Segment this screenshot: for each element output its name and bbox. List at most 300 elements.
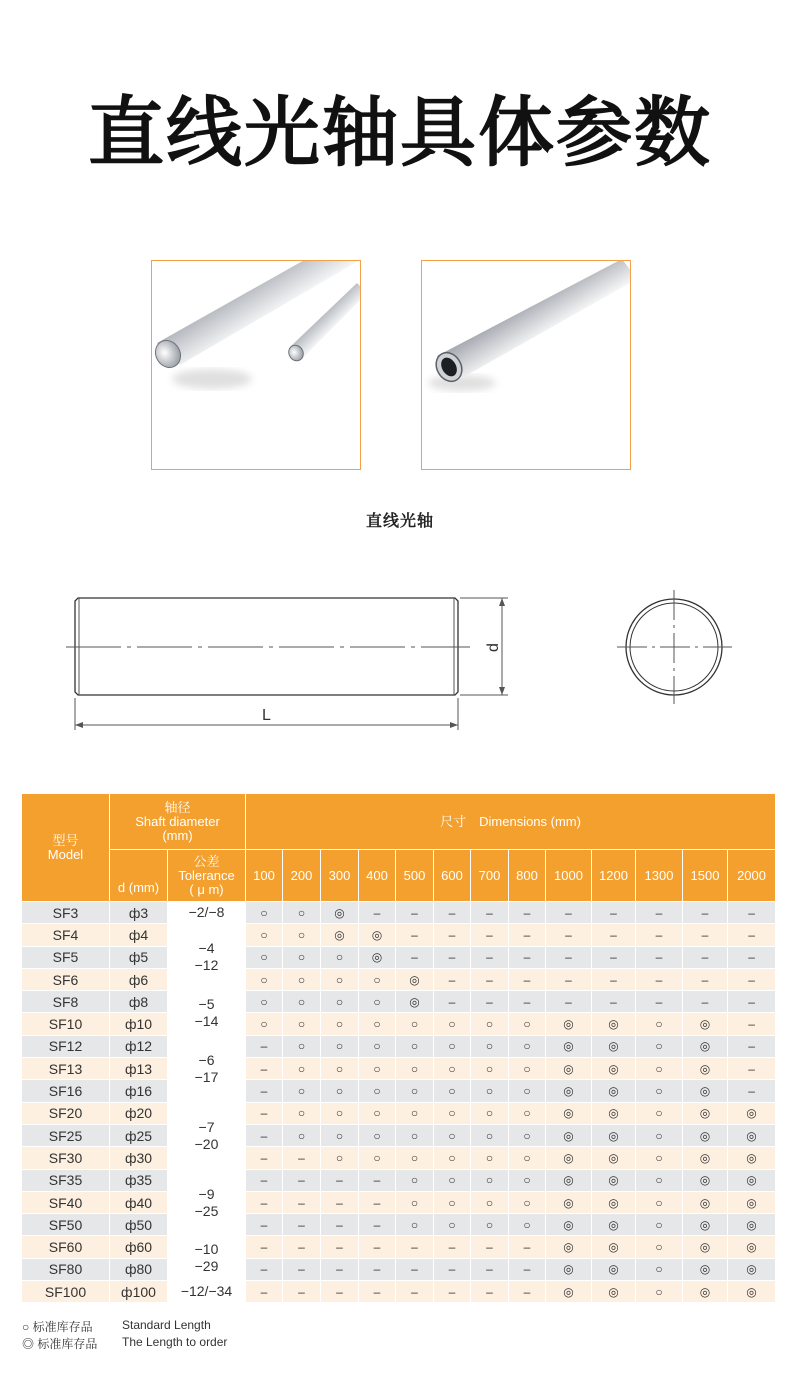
table-row — [22, 1258, 776, 1280]
cell-availability: ○ — [434, 1147, 471, 1169]
cell-availability: ○ — [471, 1080, 509, 1102]
header-length: 100 — [246, 850, 283, 902]
cell-availability: – — [728, 1058, 776, 1080]
cell-availability: ◎ — [592, 1124, 636, 1146]
cell-availability: – — [283, 1258, 321, 1280]
diameter-label: d — [485, 643, 502, 652]
cell-availability: – — [728, 991, 776, 1013]
cell-availability: – — [359, 1191, 396, 1213]
table-row — [22, 1281, 776, 1303]
cell-availability: ◎ — [683, 1013, 728, 1035]
cell-availability: – — [592, 968, 636, 990]
cell-diameter: ф35 — [110, 1169, 168, 1191]
tolerance-lower: −12 — [194, 957, 219, 974]
cell-availability: ◎ — [728, 1258, 776, 1280]
cell-availability: ◎ — [592, 1058, 636, 1080]
cell-availability: – — [246, 1147, 283, 1169]
cell-availability: ○ — [359, 1147, 396, 1169]
cell-model: SF40 — [22, 1191, 110, 1213]
cell-availability: ○ — [509, 1214, 546, 1236]
legend-standard — [22, 1318, 211, 1335]
cell-tolerance — [168, 1281, 246, 1303]
tolerance-lower: −25 — [194, 1202, 219, 1219]
cell-availability: – — [283, 1147, 321, 1169]
cell-availability: – — [246, 1281, 283, 1303]
cell-availability: ○ — [636, 1102, 683, 1124]
cell-availability: ○ — [246, 1013, 283, 1035]
cell-diameter: ф13 — [110, 1058, 168, 1080]
cell-availability: – — [246, 1080, 283, 1102]
cell-availability: ◎ — [683, 1035, 728, 1057]
cell-diameter: ф10 — [110, 1013, 168, 1035]
table-row — [22, 902, 776, 924]
cell-model: SF100 — [22, 1281, 110, 1303]
product-photo-solid-rods — [151, 260, 361, 470]
header-length: 800 — [509, 850, 546, 902]
cell-availability: ◎ — [546, 1214, 592, 1236]
tolerance-upper: −12/−34 — [180, 1283, 233, 1300]
cell-diameter: ф100 — [110, 1281, 168, 1303]
cell-availability: – — [471, 1258, 509, 1280]
hollow-tube-image — [422, 261, 630, 469]
cell-availability: – — [509, 902, 546, 924]
cell-availability: ○ — [471, 1214, 509, 1236]
cell-availability: ○ — [509, 1035, 546, 1057]
header-length: 500 — [396, 850, 434, 902]
cell-availability: ○ — [321, 946, 359, 968]
cell-availability: ○ — [636, 1236, 683, 1258]
cell-availability: ○ — [636, 1080, 683, 1102]
legend-order — [22, 1335, 228, 1352]
cell-availability: – — [728, 902, 776, 924]
cell-availability: ◎ — [546, 1058, 592, 1080]
cell-availability: ◎ — [592, 1236, 636, 1258]
cell-availability: ○ — [471, 1035, 509, 1057]
cell-availability: ○ — [246, 946, 283, 968]
cell-availability: – — [359, 1214, 396, 1236]
cell-availability: ◎ — [728, 1191, 776, 1213]
cell-availability: ◎ — [728, 1147, 776, 1169]
cell-availability: – — [321, 1191, 359, 1213]
cell-availability: – — [509, 991, 546, 1013]
cell-availability: ◎ — [592, 1258, 636, 1280]
cell-availability: – — [283, 1169, 321, 1191]
cell-availability: – — [592, 924, 636, 946]
cell-availability: ○ — [321, 1035, 359, 1057]
cell-availability: ◎ — [546, 1191, 592, 1213]
header-length: 1500 — [683, 850, 728, 902]
cell-availability: ○ — [434, 1035, 471, 1057]
cell-tolerance — [168, 1035, 246, 1102]
cell-availability: ◎ — [546, 1258, 592, 1280]
cell-availability: – — [359, 1258, 396, 1280]
cell-availability: – — [636, 991, 683, 1013]
tolerance-upper: −4 — [198, 940, 215, 957]
cell-availability: – — [509, 968, 546, 990]
header-shaft — [110, 794, 246, 850]
cell-availability: – — [471, 1281, 509, 1303]
cell-diameter: ф50 — [110, 1214, 168, 1236]
cell-availability: ○ — [396, 1191, 434, 1213]
header-length: 700 — [471, 850, 509, 902]
cell-diameter: ф60 — [110, 1236, 168, 1258]
cell-availability: ○ — [471, 1147, 509, 1169]
cell-availability: ◎ — [683, 1214, 728, 1236]
cell-availability: ○ — [321, 1013, 359, 1035]
cell-availability: ○ — [359, 991, 396, 1013]
solid-rods-image — [152, 261, 360, 469]
cell-availability: ○ — [359, 1080, 396, 1102]
cell-availability: ○ — [636, 1035, 683, 1057]
cell-model: SF80 — [22, 1258, 110, 1280]
cell-availability: ○ — [283, 1102, 321, 1124]
cell-availability: – — [728, 1035, 776, 1057]
tolerance-upper: −5 — [198, 995, 215, 1012]
cell-availability: – — [683, 991, 728, 1013]
cell-availability: – — [509, 1236, 546, 1258]
cell-model: SF50 — [22, 1214, 110, 1236]
cell-availability: ○ — [434, 1169, 471, 1191]
cell-availability: ◎ — [683, 1147, 728, 1169]
cell-availability: – — [592, 946, 636, 968]
cell-diameter: ф8 — [110, 991, 168, 1013]
cell-availability: – — [471, 968, 509, 990]
cell-availability: – — [396, 1258, 434, 1280]
cell-availability: ○ — [321, 1102, 359, 1124]
cell-availability: ○ — [636, 1058, 683, 1080]
cell-availability: – — [471, 1236, 509, 1258]
table-row — [22, 968, 776, 990]
header-model — [22, 794, 110, 902]
cell-availability: ○ — [434, 1214, 471, 1236]
header-length: 2000 — [728, 850, 776, 902]
cell-availability: ○ — [434, 1058, 471, 1080]
cell-availability: ○ — [396, 1102, 434, 1124]
cell-availability: – — [246, 1236, 283, 1258]
cell-availability: – — [283, 1214, 321, 1236]
table-row — [22, 1102, 776, 1124]
cell-model: SF13 — [22, 1058, 110, 1080]
cell-availability: ○ — [434, 1191, 471, 1213]
cell-availability: ○ — [636, 1281, 683, 1303]
cell-availability: – — [728, 1013, 776, 1035]
cell-availability: – — [636, 924, 683, 946]
cell-availability: ◎ — [592, 1147, 636, 1169]
cell-model: SF8 — [22, 991, 110, 1013]
cell-availability: – — [636, 946, 683, 968]
cell-availability: ◎ — [546, 1169, 592, 1191]
cell-availability: ○ — [509, 1058, 546, 1080]
cell-availability: ○ — [359, 968, 396, 990]
cell-availability: ○ — [396, 1147, 434, 1169]
cell-availability: – — [728, 968, 776, 990]
cell-availability: ○ — [636, 1169, 683, 1191]
header-shaft-unit: (mm) — [162, 827, 193, 843]
cell-availability: – — [592, 991, 636, 1013]
table-row — [22, 946, 776, 968]
cell-availability: ○ — [636, 1147, 683, 1169]
photo-caption: 直线光轴 — [365, 511, 434, 530]
cell-availability: – — [636, 968, 683, 990]
tolerance-lower: −29 — [194, 1258, 219, 1275]
cell-availability: – — [321, 1258, 359, 1280]
table-row — [22, 1080, 776, 1102]
cell-availability: – — [321, 1169, 359, 1191]
cell-availability: – — [434, 946, 471, 968]
cell-availability: ◎ — [683, 1169, 728, 1191]
cell-availability: ◎ — [592, 1214, 636, 1236]
cell-availability: – — [434, 1281, 471, 1303]
cell-availability: ○ — [636, 1258, 683, 1280]
cell-availability: ◎ — [728, 1281, 776, 1303]
cell-availability: ○ — [396, 1124, 434, 1146]
cell-model: SF30 — [22, 1147, 110, 1169]
cell-availability: ◎ — [321, 924, 359, 946]
header-model-cn: 型号 — [52, 832, 79, 848]
cell-availability: ○ — [359, 1013, 396, 1035]
cell-availability: – — [283, 1236, 321, 1258]
cell-availability: – — [592, 902, 636, 924]
cell-availability: ○ — [509, 1124, 546, 1146]
table-row — [22, 1191, 776, 1213]
cell-availability: ○ — [359, 1124, 396, 1146]
cell-availability: – — [246, 1035, 283, 1057]
cell-availability: ◎ — [592, 1080, 636, 1102]
cell-availability: ○ — [636, 1214, 683, 1236]
cell-availability: – — [509, 1258, 546, 1280]
cell-diameter: ф16 — [110, 1080, 168, 1102]
cell-availability: ◎ — [592, 1102, 636, 1124]
header-tolerance-cn: 公差 — [193, 853, 220, 869]
cell-availability: ○ — [471, 1191, 509, 1213]
cell-availability: ◎ — [683, 1080, 728, 1102]
cell-availability: ○ — [246, 924, 283, 946]
cell-availability: – — [246, 1258, 283, 1280]
tolerance-upper: −9 — [198, 1185, 215, 1202]
cell-availability: – — [246, 1214, 283, 1236]
cell-availability: ○ — [283, 991, 321, 1013]
cell-availability: ○ — [434, 1124, 471, 1146]
cell-availability: – — [321, 1214, 359, 1236]
tolerance-upper: −7 — [198, 1118, 215, 1135]
cell-diameter: ф6 — [110, 968, 168, 990]
cell-availability: – — [434, 991, 471, 1013]
cell-availability: – — [683, 968, 728, 990]
cell-availability: ◎ — [728, 1124, 776, 1146]
cell-availability: ○ — [321, 1080, 359, 1102]
header-d: d (mm) — [110, 850, 168, 902]
cell-tolerance — [168, 902, 246, 924]
cell-model: SF16 — [22, 1080, 110, 1102]
cell-availability: ○ — [636, 1191, 683, 1213]
cell-availability: ○ — [509, 1080, 546, 1102]
cell-availability: – — [728, 1080, 776, 1102]
cell-availability: ◎ — [546, 1035, 592, 1057]
cell-availability: ○ — [283, 1013, 321, 1035]
tolerance-upper: −10 — [194, 1241, 219, 1258]
cell-availability: ○ — [471, 1169, 509, 1191]
cell-availability: ○ — [471, 1102, 509, 1124]
cell-availability: ○ — [396, 1169, 434, 1191]
cell-availability: – — [546, 991, 592, 1013]
cell-model: SF6 — [22, 968, 110, 990]
cell-availability: ○ — [283, 924, 321, 946]
cell-tolerance — [168, 1236, 246, 1281]
cell-availability: – — [509, 1281, 546, 1303]
table-row — [22, 991, 776, 1013]
cell-availability: – — [396, 1281, 434, 1303]
cell-availability: – — [683, 946, 728, 968]
cell-availability: – — [434, 924, 471, 946]
cell-tolerance — [168, 991, 246, 1036]
cell-availability: – — [246, 1169, 283, 1191]
table-row — [22, 1214, 776, 1236]
cell-availability: ○ — [246, 902, 283, 924]
cell-availability: ○ — [471, 1058, 509, 1080]
product-photo-hollow-tube — [421, 260, 631, 470]
cell-availability: ◎ — [728, 1214, 776, 1236]
cell-availability: ○ — [283, 1035, 321, 1057]
cell-availability: – — [546, 924, 592, 946]
table-row — [22, 1124, 776, 1146]
cell-diameter: ф30 — [110, 1147, 168, 1169]
cell-availability: ○ — [396, 1080, 434, 1102]
cell-availability: ○ — [396, 1035, 434, 1057]
legend-standard-cn: ○ 标准库存品 — [22, 1320, 93, 1334]
cell-availability: – — [246, 1191, 283, 1213]
cell-availability: – — [434, 1236, 471, 1258]
cell-availability: ○ — [321, 991, 359, 1013]
cell-availability: ○ — [636, 1013, 683, 1035]
cell-availability: – — [636, 902, 683, 924]
cell-availability: – — [396, 946, 434, 968]
table-row — [22, 924, 776, 946]
cell-availability: ◎ — [683, 1258, 728, 1280]
cell-availability: ◎ — [546, 1102, 592, 1124]
tolerance-lower: −17 — [194, 1068, 219, 1085]
header-shaft-cn: 轴径 — [164, 799, 191, 815]
cell-availability: – — [546, 968, 592, 990]
header-length: 1000 — [546, 850, 592, 902]
cell-availability: ◎ — [592, 1169, 636, 1191]
cell-model: SF5 — [22, 946, 110, 968]
cell-availability: ◎ — [592, 1191, 636, 1213]
header-length: 400 — [359, 850, 396, 902]
cell-availability: ○ — [359, 1035, 396, 1057]
cell-availability: ◎ — [683, 1281, 728, 1303]
cell-availability: – — [434, 968, 471, 990]
cell-availability: ○ — [359, 1102, 396, 1124]
cell-availability: ◎ — [683, 1236, 728, 1258]
cell-availability: ○ — [434, 1013, 471, 1035]
cell-availability: – — [728, 924, 776, 946]
header-length: 1200 — [592, 850, 636, 902]
cell-availability: – — [246, 1124, 283, 1146]
cell-availability: – — [471, 946, 509, 968]
cell-availability: ○ — [246, 991, 283, 1013]
cell-availability: – — [434, 902, 471, 924]
header-length: 1300 — [636, 850, 683, 902]
cell-diameter: ф5 — [110, 946, 168, 968]
technical-drawing — [0, 580, 800, 740]
cell-availability: – — [509, 924, 546, 946]
cell-availability: – — [246, 1102, 283, 1124]
cell-availability: ○ — [283, 1058, 321, 1080]
header-tolerance-en: Tolerance — [178, 867, 235, 883]
cell-availability: – — [728, 946, 776, 968]
cell-diameter: ф40 — [110, 1191, 168, 1213]
cell-availability: – — [359, 1236, 396, 1258]
cell-availability: – — [434, 1258, 471, 1280]
cell-availability: ◎ — [728, 1169, 776, 1191]
header-shaft-en: Shaft diameter — [135, 813, 220, 829]
cell-diameter: ф25 — [110, 1124, 168, 1146]
spec-table — [21, 793, 776, 1303]
cell-diameter: ф80 — [110, 1258, 168, 1280]
cell-availability: ○ — [636, 1124, 683, 1146]
table-row — [22, 1169, 776, 1191]
cell-model: SF60 — [22, 1236, 110, 1258]
cell-availability: – — [283, 1191, 321, 1213]
cell-availability: ◎ — [728, 1102, 776, 1124]
cell-availability: – — [546, 946, 592, 968]
cell-availability: – — [546, 902, 592, 924]
cell-availability: – — [321, 1236, 359, 1258]
cell-availability: – — [471, 902, 509, 924]
cell-diameter: ф4 — [110, 924, 168, 946]
cell-availability: ○ — [396, 1013, 434, 1035]
tolerance-lower: −14 — [194, 1012, 219, 1029]
cell-availability: ○ — [321, 1058, 359, 1080]
cell-model: SF25 — [22, 1124, 110, 1146]
cell-availability: ○ — [434, 1080, 471, 1102]
cell-availability: ○ — [471, 1013, 509, 1035]
cell-tolerance — [168, 1169, 246, 1236]
cell-availability: ◎ — [683, 1102, 728, 1124]
header-tolerance — [168, 850, 246, 902]
cell-availability: – — [283, 1281, 321, 1303]
cell-availability: ◎ — [592, 1281, 636, 1303]
length-label: L — [262, 707, 271, 724]
cell-availability: ◎ — [321, 902, 359, 924]
header-model-en: Model — [47, 846, 84, 862]
header-length: 600 — [434, 850, 471, 902]
cell-availability: ○ — [471, 1124, 509, 1146]
cell-availability: ◎ — [728, 1236, 776, 1258]
cell-availability: ◎ — [396, 991, 434, 1013]
legend-order-cn: ◎ 标准库存品 — [22, 1337, 98, 1351]
cell-availability: – — [471, 991, 509, 1013]
header-dimensions: 尺寸 Dimensions (mm) — [246, 794, 776, 850]
cell-availability: – — [396, 902, 434, 924]
cell-availability: ○ — [509, 1169, 546, 1191]
page-title: 直线光轴具体参数 — [88, 88, 712, 177]
cell-availability: – — [509, 946, 546, 968]
legend-standard-en: Standard Length — [122, 1318, 211, 1332]
cell-model: SF3 — [22, 902, 110, 924]
cell-availability: ○ — [509, 1102, 546, 1124]
cell-availability: ○ — [321, 1124, 359, 1146]
cell-availability: ○ — [246, 968, 283, 990]
cell-availability: ○ — [283, 1124, 321, 1146]
tolerance-lower: −20 — [194, 1135, 219, 1152]
cell-availability: ◎ — [683, 1124, 728, 1146]
cell-availability: ◎ — [683, 1191, 728, 1213]
cell-availability: – — [359, 1169, 396, 1191]
cell-availability: – — [396, 1236, 434, 1258]
cell-availability: ○ — [283, 968, 321, 990]
cell-availability: – — [359, 902, 396, 924]
